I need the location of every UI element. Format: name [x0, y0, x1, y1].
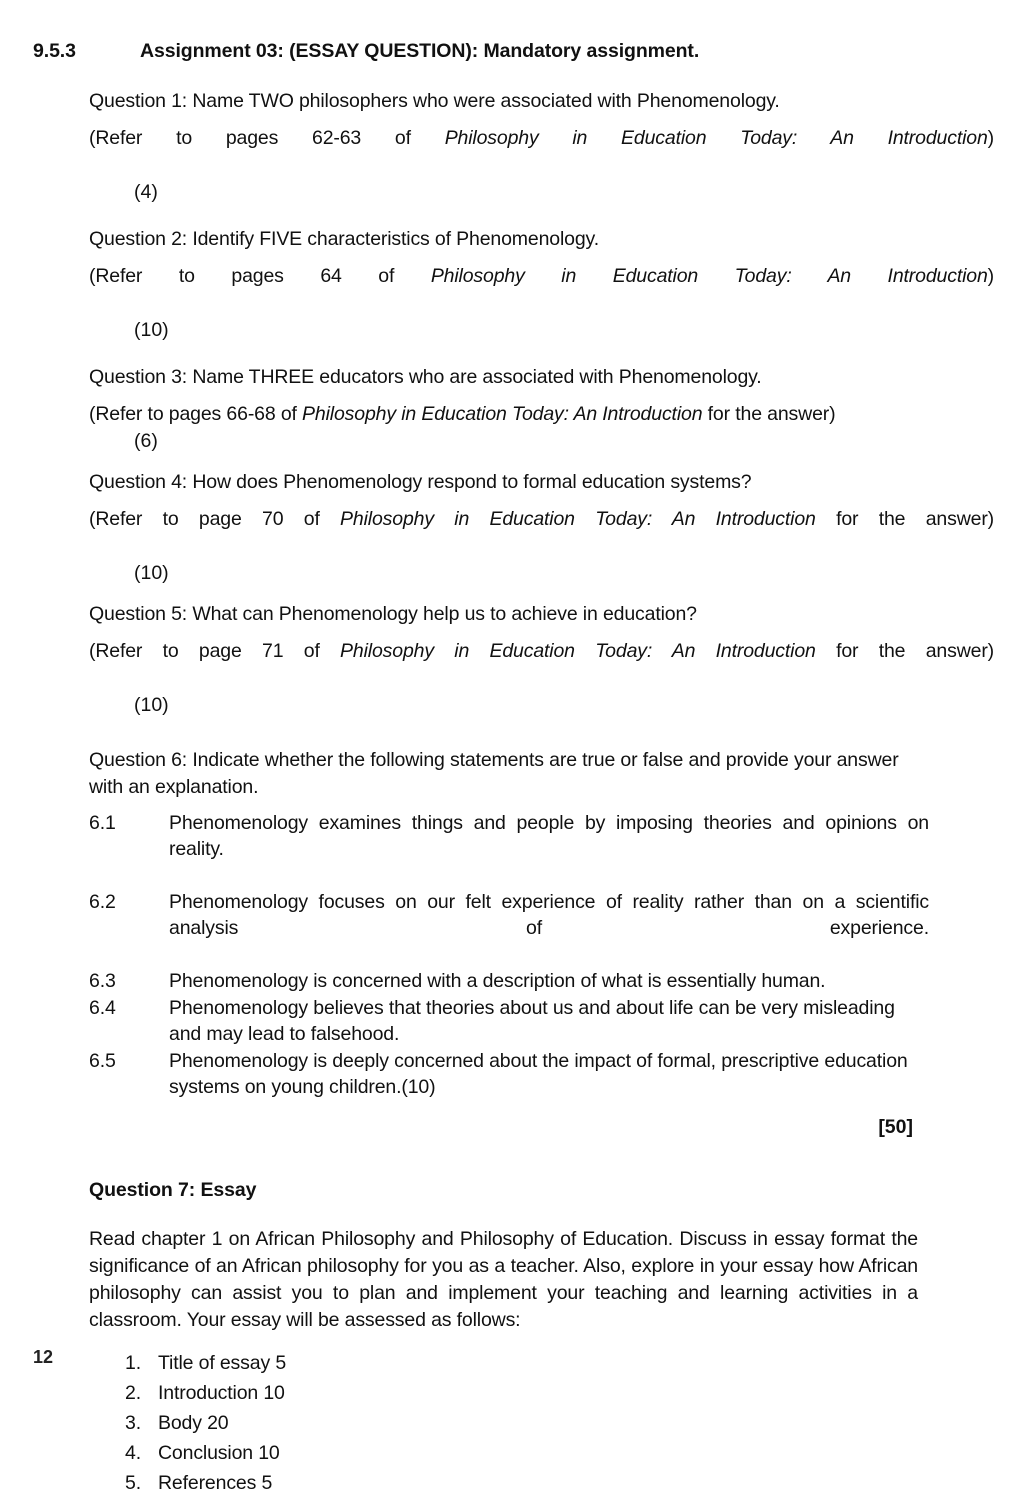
question-reference-1: [89, 125, 994, 179]
question-block-6: [89, 747, 994, 1139]
criteria-text: Conclusion 10: [158, 1442, 280, 1464]
question-prompt-5: Question 5: What can Phenomenology help us to achieve in education?: [89, 603, 697, 625]
reference-suffix: for the answer): [815, 640, 995, 662]
criteria-number: 3.: [125, 1412, 141, 1434]
sub-item-text: Phenomenology examines things and people by imposing theories and opinions on reality.: [169, 812, 929, 860]
question-prompt-1: Question 1: Name TWO philosophers who were associated with Phenomenology.: [89, 90, 780, 112]
sub-item-number: 6.1: [89, 812, 116, 834]
sub-item-6-2: [89, 889, 994, 967]
question-prompt-2: Question 2: Identify FIVE characteristics of Phenomenology.: [89, 228, 599, 250]
reference-suffix: for the answer): [702, 403, 836, 425]
spacer: [89, 725, 994, 747]
sub-item-number: 6.4: [89, 997, 116, 1019]
document-body: [89, 88, 994, 1504]
criteria-item-1: [125, 1348, 994, 1378]
question-mark-3: (6): [134, 430, 158, 452]
question-mark-4: (10): [134, 562, 169, 584]
question-prompt-6: Question 6: Indicate whether the following statements are true or false and provide your answer with an explanation.: [89, 749, 899, 798]
sub-item-number: 6.5: [89, 1050, 116, 1072]
criteria-item-2: [125, 1378, 994, 1408]
criteria-text: References 5: [158, 1472, 273, 1494]
reference-prefix: (Refer to pages 66-68 of: [89, 403, 303, 425]
sub-item-number: 6.3: [89, 970, 116, 992]
question-mark-1: (4): [134, 181, 158, 203]
spacer: [89, 212, 994, 226]
section-title: Assignment 03: (ESSAY QUESTION): Mandatory assignment.: [140, 40, 700, 62]
book-title: Philosophy in Education Today: An Introduction: [340, 640, 816, 662]
criteria-text: Introduction 10: [158, 1382, 285, 1404]
question-reference-4: [89, 506, 994, 560]
reference-prefix: (Refer to page 71 of: [89, 640, 341, 662]
reference-suffix: ): [987, 265, 994, 287]
sub-item-text: Phenomenology focuses on our felt experience of reality rather than on a scientific analysis of experience.: [169, 891, 929, 939]
question-prompt-4: Question 4: How does Phenomenology respond to formal education systems?: [89, 471, 752, 493]
sub-item-text: Phenomenology is deeply concerned about the impact of formal, prescriptive education systems on young children.(10): [169, 1050, 908, 1098]
reference-prefix: (Refer to pages 64 of: [89, 265, 431, 287]
essay-criteria-list: [89, 1348, 994, 1498]
section-number: 9.5.3: [33, 40, 76, 62]
reference-suffix: ): [987, 127, 995, 149]
spacer: [89, 593, 994, 601]
criteria-number: 4.: [125, 1442, 141, 1464]
section-heading: [33, 40, 993, 63]
question-reference-2: [89, 263, 994, 317]
criteria-item-5: [125, 1468, 994, 1498]
sub-item-6-1: [89, 810, 994, 888]
question7-body: Read chapter 1 on African Philosophy and Philosophy of Education. Discuss in essay format the significance of an African philosophy for you as a teacher. Also, explore in your essay how African philosophy can assist you to plan and implement your teaching and learning activities in a classroom. Your essay will be assessed as follows:: [89, 1228, 918, 1331]
question-mark-5: (10): [134, 694, 169, 716]
spacer: [89, 350, 994, 364]
book-title: Philosophy in Education Today: An Introduction: [302, 403, 703, 425]
criteria-text: Body 20: [158, 1412, 229, 1434]
sub-item-6-5: [89, 1048, 994, 1100]
sub-item-text: Phenomenology believes that theories about us and about life can be very misleading and may lead to falsehood.: [169, 997, 895, 1045]
question-block-3: [89, 364, 994, 455]
book-title: Philosophy in Education Today: An Introduction: [340, 508, 816, 530]
criteria-number: 5.: [125, 1472, 141, 1494]
book-title: Philosophy in Education Today: An Introduction: [444, 127, 988, 149]
question7-heading: Question 7: Essay: [89, 1179, 257, 1201]
question-prompt-3: Question 3: Name THREE educators who are associated with Phenomenology.: [89, 366, 762, 388]
question-block-7: [89, 1179, 994, 1498]
criteria-text: Title of essay 5: [158, 1352, 287, 1374]
question-block-1: [89, 88, 994, 206]
question-reference-3: [89, 401, 994, 428]
criteria-item-3: [125, 1408, 994, 1438]
sub-item-6-4: [89, 995, 994, 1047]
criteria-item-4: [125, 1438, 994, 1468]
spacer: [89, 461, 994, 469]
question-mark-2: (10): [134, 319, 169, 341]
reference-prefix: (Refer to page 70 of: [89, 508, 341, 530]
question-block-2: [89, 226, 994, 344]
sub-item-text: Phenomenology is concerned with a description of what is essentially human.: [169, 970, 826, 992]
reference-suffix: for the answer): [815, 508, 995, 530]
book-title: Philosophy in Education Today: An Introduction: [430, 265, 988, 287]
reference-prefix: (Refer to pages 62-63 of: [89, 127, 445, 149]
criteria-number: 1.: [125, 1352, 141, 1374]
question6-sub-list: [89, 810, 994, 1100]
question-block-4: [89, 469, 994, 587]
sub-item-number: 6.2: [89, 891, 116, 913]
question-block-5: [89, 601, 994, 719]
question-reference-5: [89, 638, 994, 692]
criteria-number: 2.: [125, 1382, 141, 1404]
sub-item-6-3: [89, 968, 994, 994]
section-total-mark: [50]: [878, 1116, 913, 1138]
page-number: 12: [33, 1347, 54, 1367]
